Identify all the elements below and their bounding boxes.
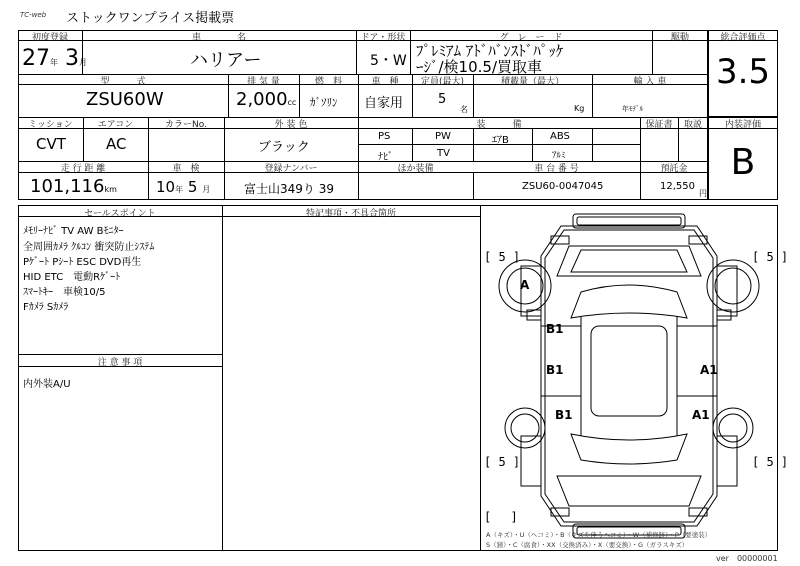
grade-line2: ｰｼﾞ/検10.5/買取車 (416, 58, 543, 76)
model-header: 型 式 (100, 77, 146, 87)
interior-score: B (730, 142, 756, 183)
usage-header: 車 種 (371, 77, 399, 87)
plate-header: 登録ナンバー (264, 164, 318, 174)
recycle-fee: 12,550 (660, 181, 695, 192)
car-damage-diagram (481, 206, 777, 551)
diagram-legend-line1: A（キズ）・U（ヘコミ）・B（キズを伴うヘコミ）・W（補修跡）・P（要塗装） (486, 531, 712, 539)
fuel: ｶﾞｿﾘﾝ (310, 96, 338, 109)
first-reg-date: 27年 3月 (22, 46, 87, 71)
damage-mark-right-rear-door: A1 (700, 363, 718, 377)
chassis-number: ZSU60-0047045 (522, 181, 604, 192)
fuel-header: 燃 料 (314, 77, 342, 87)
mileage-header: 走 行 距 離 (60, 164, 106, 174)
manual-header: 取説 (683, 120, 702, 130)
capacity-unit: 名 (460, 105, 468, 114)
notes-header: 注 意 事 項 (97, 358, 143, 368)
sales-point-line: ﾒﾓﾘｰﾅﾋﾞ TV AW Bﾓﾆﾀｰ (23, 226, 124, 237)
damage-mark-right-rear-fender: A1 (692, 408, 710, 422)
sales-point-line: 全周囲ｶﾒﾗ ｸﾙｺﾝ 衝突防止ｼｽﾃﾑ (23, 242, 155, 253)
damage-mark-left-front-door: B1 (546, 322, 564, 336)
chassis-header: 車 台 番 号 (534, 164, 579, 174)
aircon-header: エアコン (97, 120, 134, 130)
equip-pw: PW (435, 131, 451, 142)
usage: 自家用 (364, 96, 404, 111)
recycle-unit: 円 (699, 189, 707, 198)
first-reg-header: 初度登録 (31, 33, 68, 43)
capacity-header: 定員(最大) (420, 77, 465, 87)
mission-header: ミッション (28, 120, 73, 130)
displacement-header: 排 気 量 (247, 77, 280, 87)
car-name: ハリアー (190, 50, 262, 71)
bracket-front-right: [ 5 ] (752, 250, 789, 264)
recycle-header: 預託金 (660, 164, 688, 174)
interior-score-header: 内装評価 (724, 120, 761, 130)
sales-points-header: セールスポイント (84, 209, 156, 219)
paint-color: ブラック (258, 140, 310, 155)
sales-point-line: HID ETC 電動Rｹﾞｰﾄ (23, 272, 121, 283)
bracket-spare: [ ] (484, 510, 518, 524)
diagram-legend-line2: S（錆）・C（腐食）・XX（交換済み）・X（要交換）・G（ガラスキズ） (486, 541, 689, 549)
car-name-header: 車 名 (191, 33, 246, 43)
equip-ps: PS (378, 131, 391, 142)
sales-point-line: ｽﾏｰﾄｷｰ 車検10/5 (23, 287, 106, 298)
overall-score-header: 総合評価点 (720, 33, 766, 43)
inspection-date: 10年 5 月 (156, 178, 211, 196)
inspection-header: 車 検 (172, 164, 200, 174)
notes-line: 内外装A/U (23, 379, 71, 390)
equip-navi: ﾅﾋﾞ (378, 152, 393, 163)
grade-header: グ レ ー ド (499, 33, 563, 43)
bracket-rear-left: [ 5 ] (484, 455, 521, 469)
import-header: 輸 入 車 (633, 77, 667, 87)
load-header: 積載量（最大） (500, 77, 564, 87)
bracket-front-left: [ 5 ] (484, 250, 521, 264)
special-notes-header: 特記事項・不具合箇所 (305, 209, 396, 219)
sales-point-line: Fｶﾒﾗ Sｶﾒﾗ (23, 302, 69, 313)
header-logo: TC-web (20, 11, 47, 19)
version-label: ver 00000001 (716, 554, 778, 563)
plate-number: 富士山349り 39 (244, 182, 334, 196)
equip-abs: ABS (550, 131, 570, 142)
top-table (18, 30, 708, 200)
import-note: 年ﾓﾃﾞﾙ (622, 105, 643, 113)
sales-point-line: Pｹﾞｰﾄ Pｼｰﾄ ESC DVD再生 (23, 257, 142, 268)
equip-header: 装 備 (476, 120, 522, 130)
equip-alloy: ｱﾙﾐ (552, 151, 566, 161)
mileage: 101,116km (30, 176, 117, 197)
damage-mark-front-left-tire: A (520, 278, 530, 292)
mission: CVT (36, 135, 66, 153)
color-no-header: カラーNo. (165, 120, 207, 130)
drive-header: 駆動 (670, 33, 689, 43)
load-unit: Kg (574, 104, 585, 113)
displacement: 2,000cc (236, 89, 297, 110)
aircon: AC (106, 135, 127, 153)
grade-line1: ﾌﾟﾚﾐｱﾑ ｱﾄﾞﾊﾞﾝｽﾄﾞﾊﾟｯｹ (416, 42, 564, 60)
model-code: ZSU60W (86, 89, 164, 110)
paint-header: 外 装 色 (274, 120, 308, 130)
damage-mark-left-rear-door: B1 (546, 363, 564, 377)
other-equip-header: ほか装備 (397, 164, 434, 174)
page-title: ストックワンプライス掲載票 (66, 11, 235, 26)
bracket-rear-right: [ 5 ] (752, 455, 789, 469)
damage-mark-left-rear-fender: B1 (555, 408, 573, 422)
equip-tv: TV (437, 148, 450, 159)
door-type: 5・W (370, 53, 407, 69)
door-header: ドア・形状 (360, 33, 406, 43)
equip-airbag: ｴｱB (492, 135, 509, 146)
warranty-header: 保証書 (645, 120, 673, 130)
capacity: 5 (438, 92, 447, 107)
overall-score: 3.5 (715, 52, 771, 92)
